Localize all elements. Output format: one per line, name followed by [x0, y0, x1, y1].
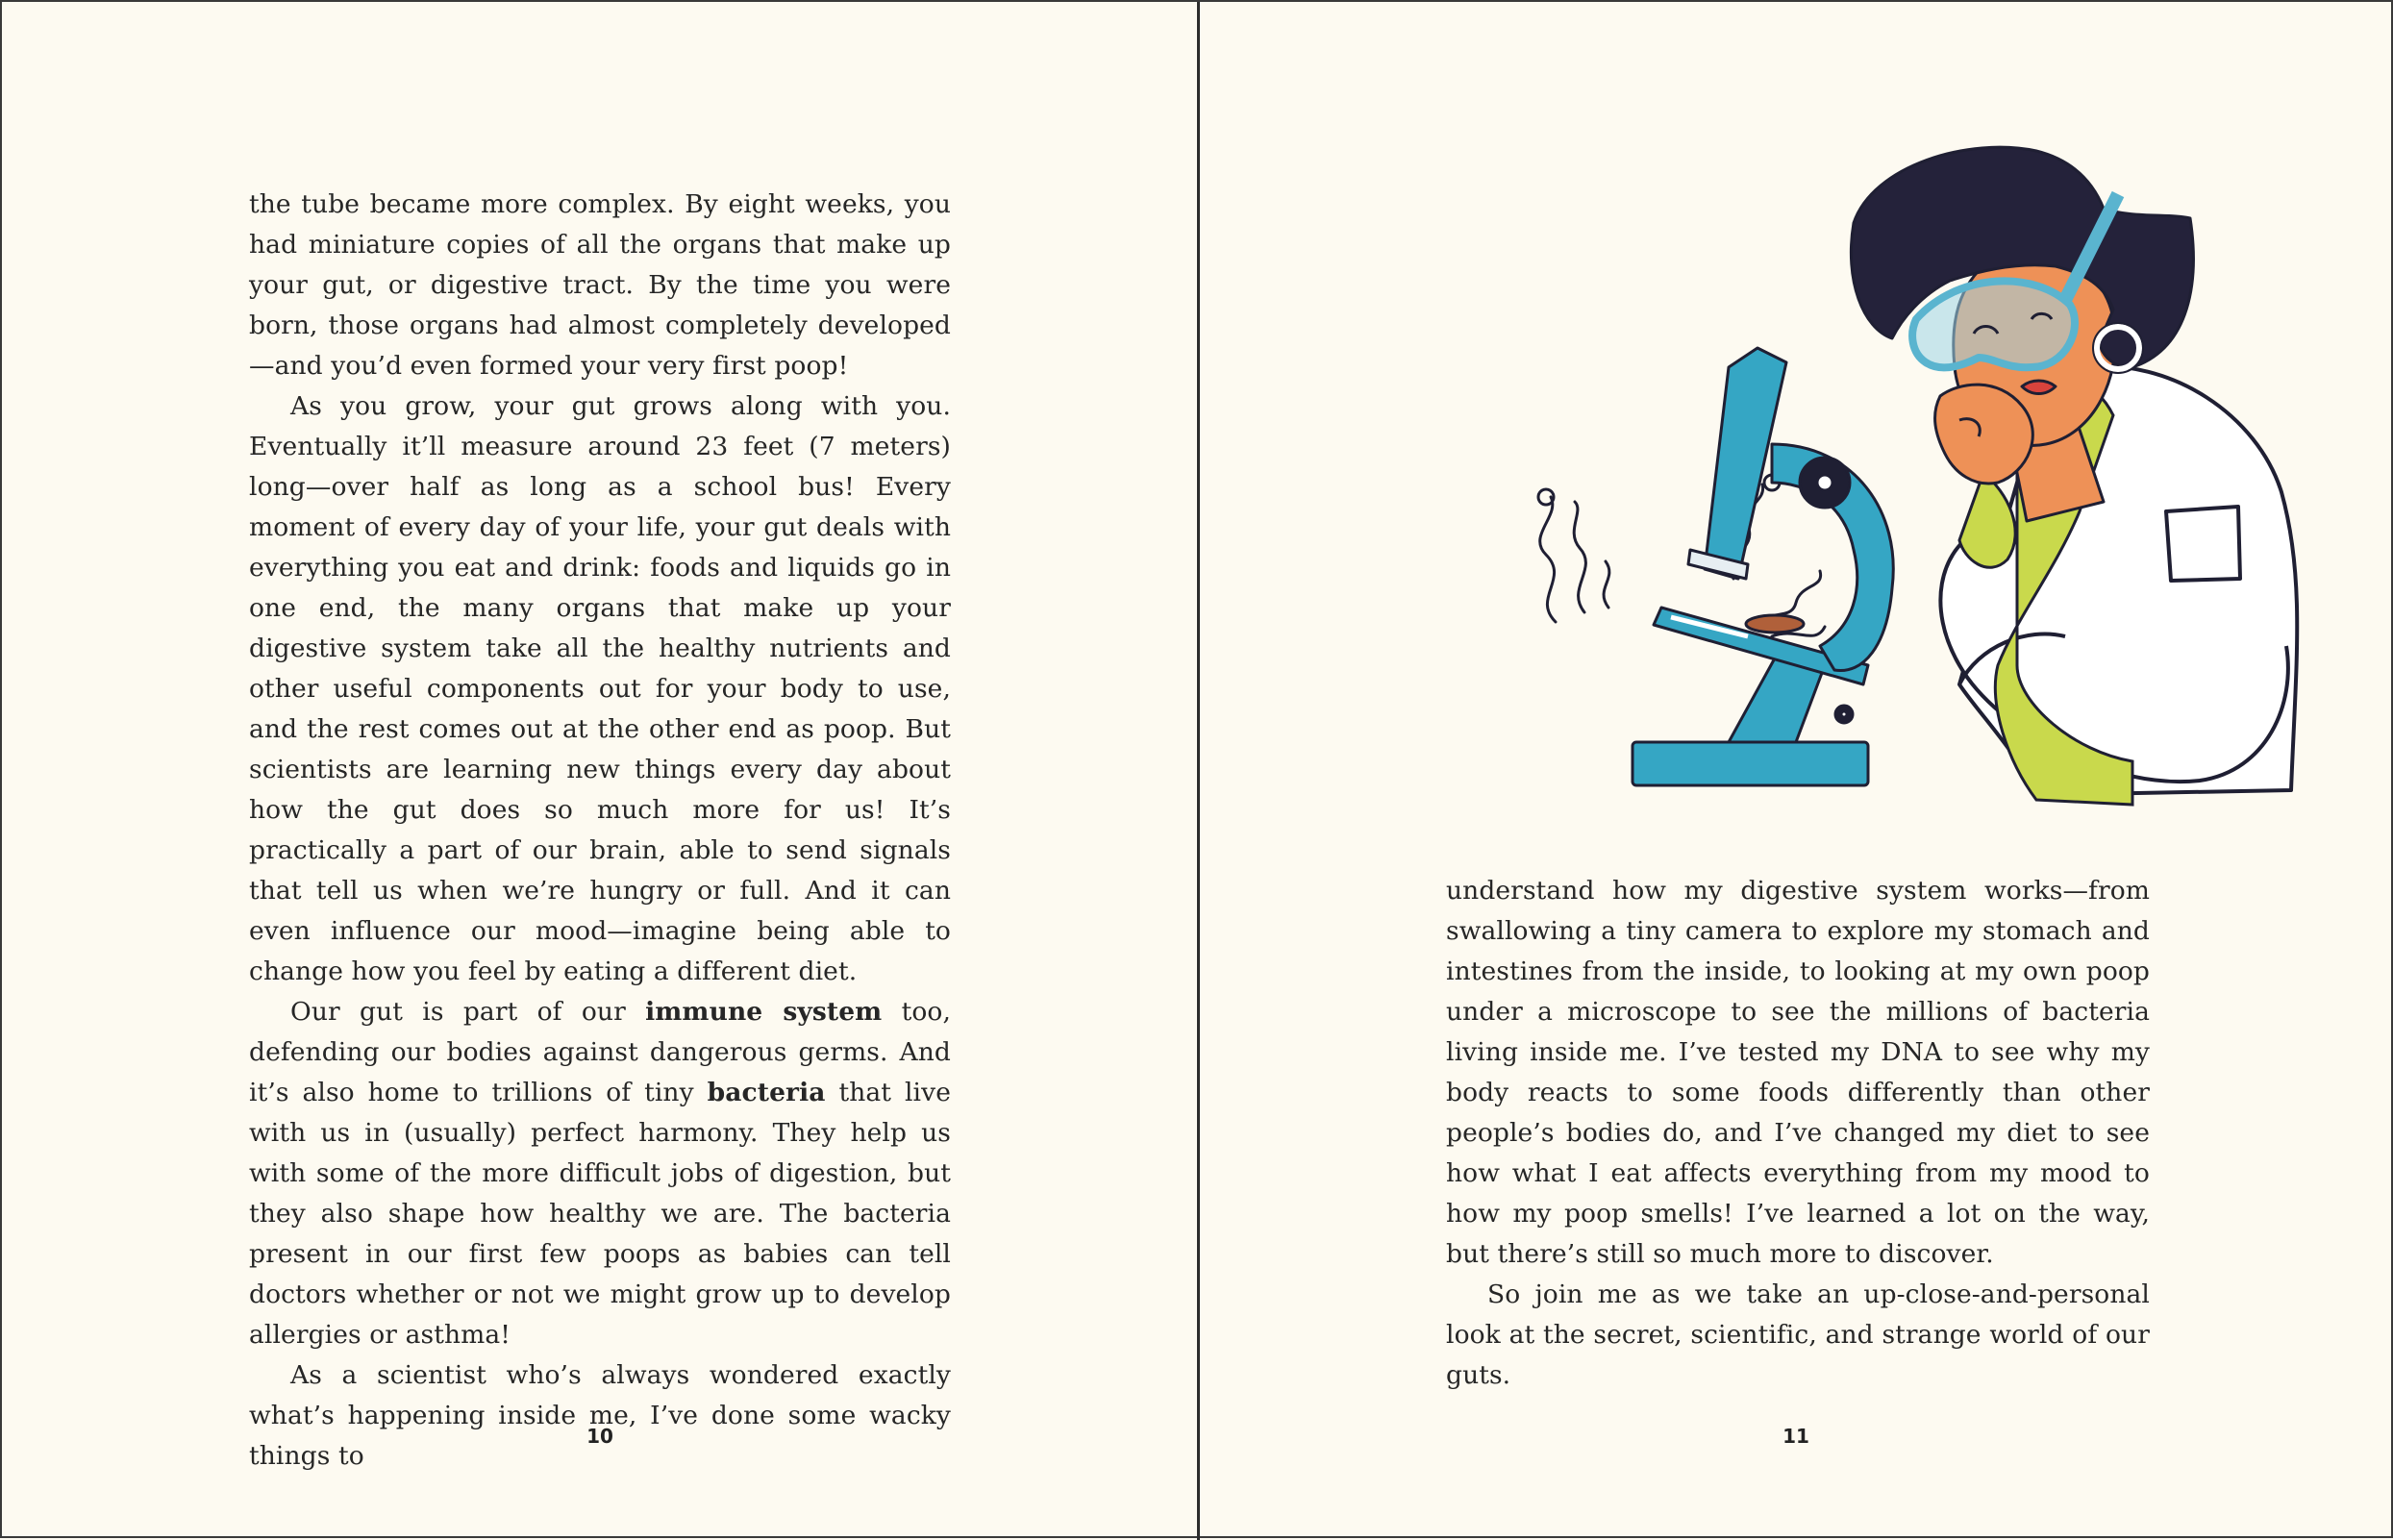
body-paragraph: [249, 1355, 951, 1477]
left-page: [2, 2, 1197, 1540]
paragraph-text: that live with us in (usually) perfect harmony. They help us with some of the more difficult jobs of digestion, but they also shape how healthy we are. The bacteria present in our first few poops as babies can tell doctors whether or not we might grow up to develop allergies or asthma!: [249, 1078, 951, 1350]
page-number-left: 10: [586, 1425, 613, 1448]
paragraph-text: So join me as we take an up-close-and-personal look at the secret, scientific, and strange world of our guts.: [1446, 1279, 2150, 1390]
bold-term: bacteria: [707, 1078, 826, 1107]
paragraph-text: the tube became more complex. By eight weeks, you had miniature copies of all the organs that make up your gut, or digestive tract. By the time you were born, those organs had almost completely developed—and you’d even formed your very first poop!: [249, 189, 951, 381]
left-page-body-text: [249, 185, 951, 1477]
right-page: [1200, 2, 2393, 1540]
paragraph-text: As you grow, your gut grows along with you. Eventually it’ll measure around 23 feet (7 meters) long—over half as long as a school bus! Every moment of every day of your life, your gut deals with everything you eat and drink: foods and liquids go in one end, the many organs that make up your digestive system take all the healthy nutrients and other useful components out for your body to use, and the rest comes out at the other end as poop. But scientists are learning new things every day about how the gut does so much more for us! It’s practically a part of our brain, able to send signals that tell us when we’re hungry or full. And it can even influence our mood—imagine being able to change how you feel by eating a different diet.: [249, 391, 951, 986]
right-page-body-text: [1446, 871, 2150, 1396]
body-paragraph: [249, 386, 951, 992]
body-paragraph: [1446, 871, 2150, 1275]
body-paragraph: [1446, 1275, 2150, 1396]
paragraph-text: As a scientist who’s always wondered exactly what’s happening inside me, I’ve done some wacky things to: [249, 1360, 951, 1471]
scientist-microscope-illustration: [1440, 127, 2382, 819]
paragraph-text: too, defending our bodies against dangerous germs. And it’s also home to trillions of tiny: [249, 997, 951, 1107]
microscope: [1633, 348, 1893, 785]
page-number-right: 11: [1782, 1425, 1809, 1448]
body-paragraph: [249, 185, 951, 386]
bold-term: immune system: [645, 997, 883, 1027]
body-paragraph: [249, 992, 951, 1355]
paragraph-text: understand how my digestive system works—from swallowing a tiny camera to explore my stomach and intestines from the inside, to looking at my own poop under a microscope to see the millions of bacteria living inside me. I’ve tested my DNA to see why my body reacts to some foods differently than other people’s bodies do, and I’ve changed my diet to see how what I eat affects everything from my mood to how my poop smells! I’ve learned a lot on the way, but there’s still so much more to discover.: [1446, 876, 2150, 1269]
paragraph-text: Our gut is part of our: [290, 997, 646, 1027]
